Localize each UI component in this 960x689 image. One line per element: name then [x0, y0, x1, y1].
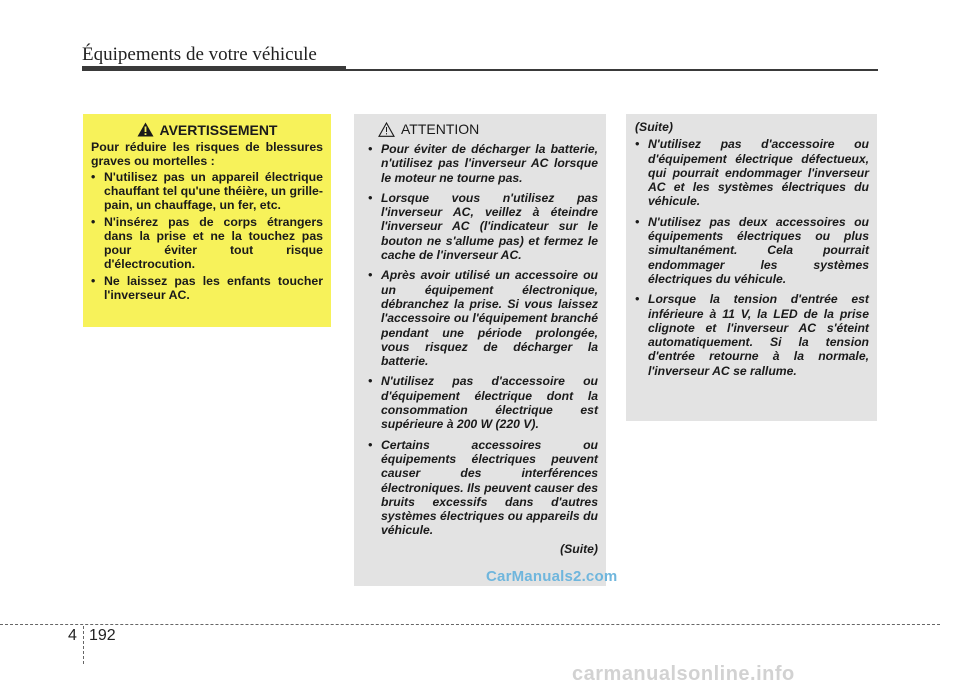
attention-item: • N'utilisez pas deux accessoires ou équipements électriques ou plus simultanément. Cela pourrait endommager les systèmes électriques du véhicule. — [635, 215, 869, 286]
page-number: 192 — [89, 627, 116, 644]
attention-title: ATTENTION — [401, 121, 480, 138]
attention-item: • N'utilisez pas d'accessoire ou d'équipement électrique dont la consommation électrique est supérieure à 200 W (220 V). — [368, 374, 598, 431]
attention-box — [354, 114, 606, 586]
attention-list — [368, 142, 598, 538]
warning-triangle-icon — [137, 122, 154, 137]
warning-title: AVERTISSEMENT — [159, 121, 278, 138]
warning-box — [83, 114, 331, 327]
warning-header — [91, 122, 323, 137]
warning-item: • N'insérez pas de corps étrangers dans la prise et ne la touchez pas pour éviter tout risque d'électrocution. — [91, 215, 323, 271]
attention-continued-box — [626, 114, 877, 421]
warning-list — [91, 170, 323, 302]
warning-intro: Pour réduire les risques de blessures graves ou mortelles : — [91, 140, 323, 168]
page-section-number: 4 — [68, 627, 77, 644]
attention-header — [368, 122, 598, 137]
continued-label: (Suite) — [560, 541, 598, 556]
watermark-site: carmanualsonline.info — [572, 663, 795, 685]
attention-item: • N'utilisez pas d'accessoire ou d'équipement électrique défectueux, qui pourrait endommager l'inverseur AC et les systèmes électriques du véhicule. — [635, 137, 869, 208]
watermark-carmanuals: CarManuals2.com — [486, 568, 618, 585]
warning-item: • Ne laissez pas les enfants toucher l'inverseur AC. — [91, 274, 323, 302]
footer-vertical-divider — [83, 626, 84, 664]
attention-item: • Certains accessoires ou équipements électriques peuvent causer des interférences électroniques. Ils peuvent causer des bruits excessifs dans d'autres systèmes électriques ou appareils du véhicule. — [368, 438, 598, 538]
attention-item: • Pour éviter de décharger la batterie, n'utilisez pas l'inverseur AC lorsque le moteur ne tourne pas. — [368, 142, 598, 185]
warning-item: • N'utilisez pas un appareil électrique chauffant tel qu'une théière, un grille-pain, un chauffage, un fer, etc. — [91, 170, 323, 212]
attention-item: • Lorsque vous n'utilisez pas l'inverseur AC, veillez à éteindre l'inverseur AC (l'indicateur sur le bouton ne s'allume pas) et fermez le cache de l'inverseur AC. — [368, 191, 598, 262]
header-rule-thin — [346, 69, 878, 71]
attention-continued-list — [635, 137, 869, 378]
page-header-title: Équipements de votre véhicule — [82, 44, 317, 65]
attention-item: • Après avoir utilisé un accessoire ou un équipement électronique, débranchez la prise. Si vous laissez l'accessoire ou l'équipement branché pendant une période prolongée, vous risquez de décharger la batterie. — [368, 268, 598, 368]
attention-item: • Lorsque la tension d'entrée est inférieure à 11 V, la LED de la prise clignote et l'inverseur AC s'éteint automatiquement. Si la tension d'entrée retourne à la normale, l'inverseur AC se rallume. — [635, 292, 869, 378]
header-rule-thick — [82, 66, 346, 71]
footer-dashed-rule — [0, 624, 940, 625]
caution-triangle-icon — [378, 122, 395, 137]
continued-label: (Suite) — [635, 120, 673, 134]
